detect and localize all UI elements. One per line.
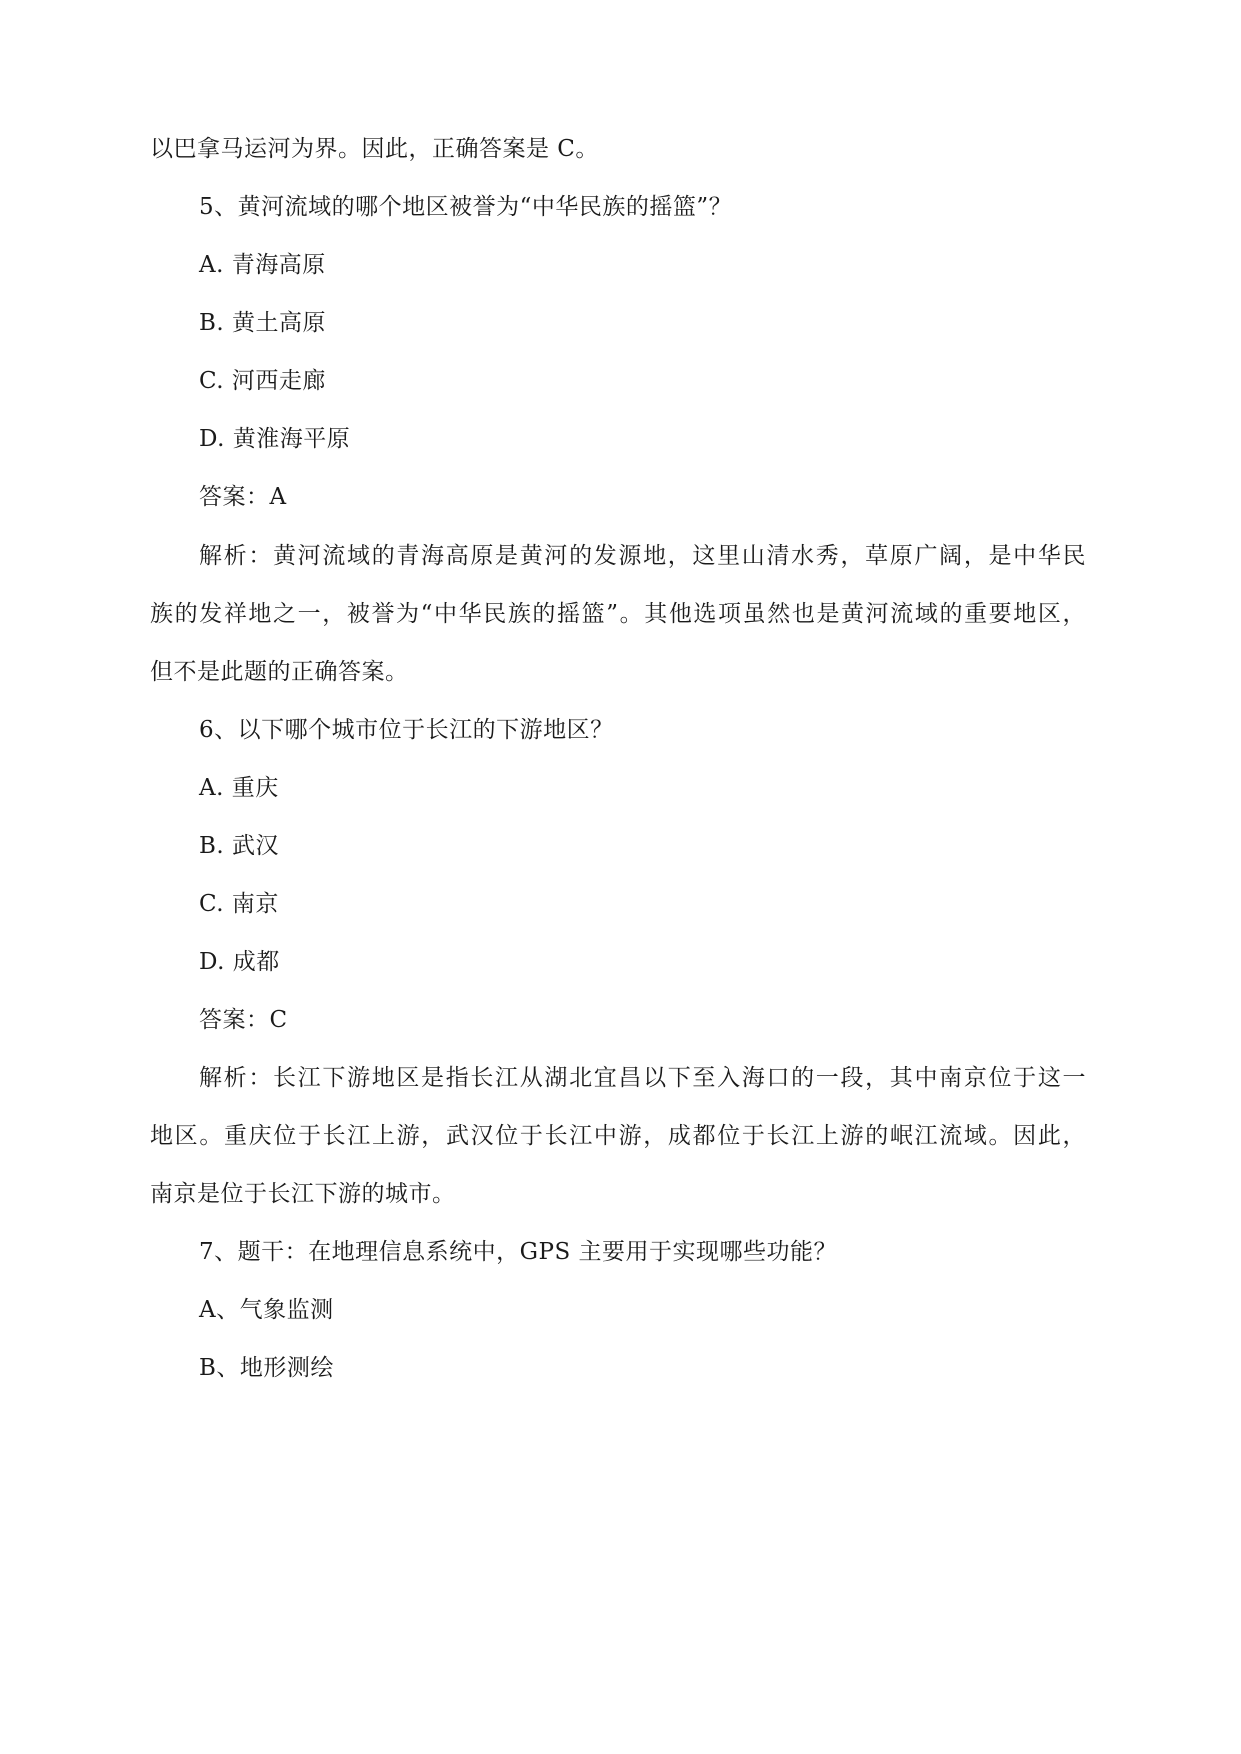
question-6-explanation-line-1: 解析：长江下游地区是指长江从湖北宜昌以下至入海口的一段，其中南京位于这一 [199, 1065, 1086, 1091]
question-6-stem: 6、以下哪个城市位于长江的下游地区？ [199, 717, 614, 743]
question-6-explanation-line-3: 南京是位于长江下游的城市。 [150, 1181, 456, 1207]
question-7-option-a: A、气象监测 [199, 1297, 334, 1323]
paragraph-continuation: 以巴拿马运河为界。因此，正确答案是 C。 [150, 136, 599, 162]
question-5-option-d: D. 黄淮海平原 [199, 426, 351, 452]
question-5-answer: 答案：A [199, 484, 287, 510]
question-6-answer: 答案：C [199, 1007, 288, 1033]
question-6-explanation-line-2: 地区。重庆位于长江上游，武汉位于长江中游，成都位于长江上游的岷江流域。因此， [150, 1123, 1086, 1149]
question-6-option-c: C. 南京 [199, 891, 279, 917]
question-5-option-c: C. 河西走廊 [199, 368, 326, 394]
question-5-explanation-line-3: 但不是此题的正确答案。 [150, 659, 409, 685]
question-5-option-a: A. 青海高原 [199, 252, 326, 278]
question-7-stem: 7、题干：在地理信息系统中，GPS 主要用于实现哪些功能？ [199, 1239, 838, 1265]
question-6-option-b: B. 武汉 [199, 833, 280, 859]
question-5-explanation-line-1: 解析：黄河流域的青海高原是黄河的发源地，这里山清水秀，草原广阔，是中华民 [199, 543, 1086, 569]
question-5-stem: 5、黄河流域的哪个地区被誉为“中华民族的摇篮”？ [199, 194, 733, 220]
question-5-explanation-line-2: 族的发祥地之一，被誉为“中华民族的摇篮”。其他选项虽然也是黄河流域的重要地区， [150, 601, 1086, 627]
question-6-option-a: A. 重庆 [199, 775, 279, 801]
question-6-option-d: D. 成都 [199, 949, 280, 975]
question-5-option-b: B. 黄土高原 [199, 310, 327, 336]
question-7-option-b: B、地形测绘 [199, 1355, 334, 1381]
